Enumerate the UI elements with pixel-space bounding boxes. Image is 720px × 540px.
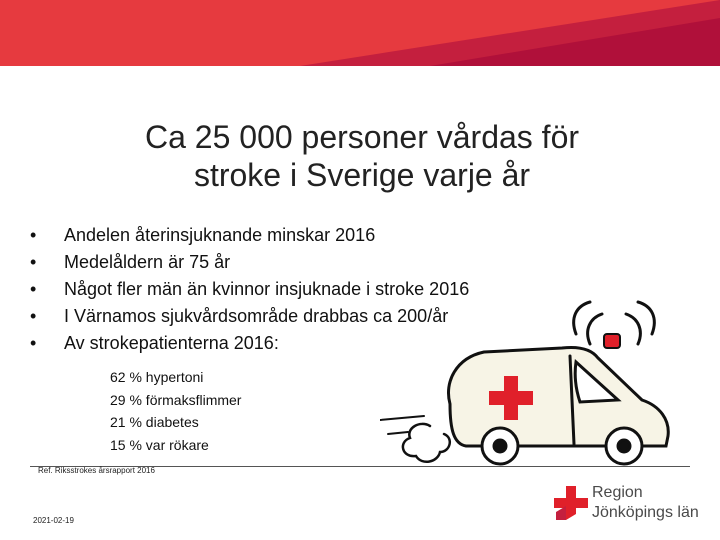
bullet-dot: • bbox=[30, 333, 37, 353]
bullet-dot: • bbox=[30, 306, 37, 326]
bullet-item: • Medelåldern är 75 år bbox=[30, 249, 469, 276]
stat-item: 62 % hypertoni bbox=[110, 369, 204, 385]
stat-item: 15 % var rökare bbox=[110, 436, 209, 453]
bullet-item: • Andelen återinsjuknande minskar 2016 bbox=[30, 222, 469, 249]
bullet-dot: • bbox=[30, 225, 37, 245]
bullet-dot: • bbox=[30, 252, 37, 272]
stat-item: 29 % förmaksflimmer bbox=[110, 391, 242, 408]
reference-note: Ref. Riksstrokes årsrapport 2016 bbox=[38, 466, 155, 475]
bullet-item: • Av strokepatienterna 2016: bbox=[30, 330, 469, 357]
logo-line-2: Jönköpings län bbox=[592, 504, 699, 521]
title-line-2: stroke i Sverige varje år bbox=[193, 157, 531, 193]
region-logo-text bbox=[592, 483, 699, 523]
bullet-item: • Något fler män än kvinnor insjuknade i stroke 2016 bbox=[30, 276, 469, 303]
title-line-1: Ca 25 000 personer vårdas för bbox=[144, 119, 580, 155]
stat-item: 21 % diabetes bbox=[110, 414, 199, 430]
region-cross-icon bbox=[552, 484, 590, 522]
slide-title bbox=[60, 118, 664, 194]
header-banner bbox=[0, 0, 720, 66]
logo-line-1: Region bbox=[592, 484, 643, 501]
stroke-stats-list bbox=[110, 366, 241, 456]
slide-date: 2021-02-19 bbox=[33, 516, 74, 525]
bullet-dot: • bbox=[30, 279, 37, 299]
bullet-item: • I Värnamos sjukvårdsområde drabbas ca 200/år bbox=[30, 303, 469, 330]
ambulance-icon bbox=[380, 296, 700, 468]
region-logo bbox=[552, 480, 712, 526]
